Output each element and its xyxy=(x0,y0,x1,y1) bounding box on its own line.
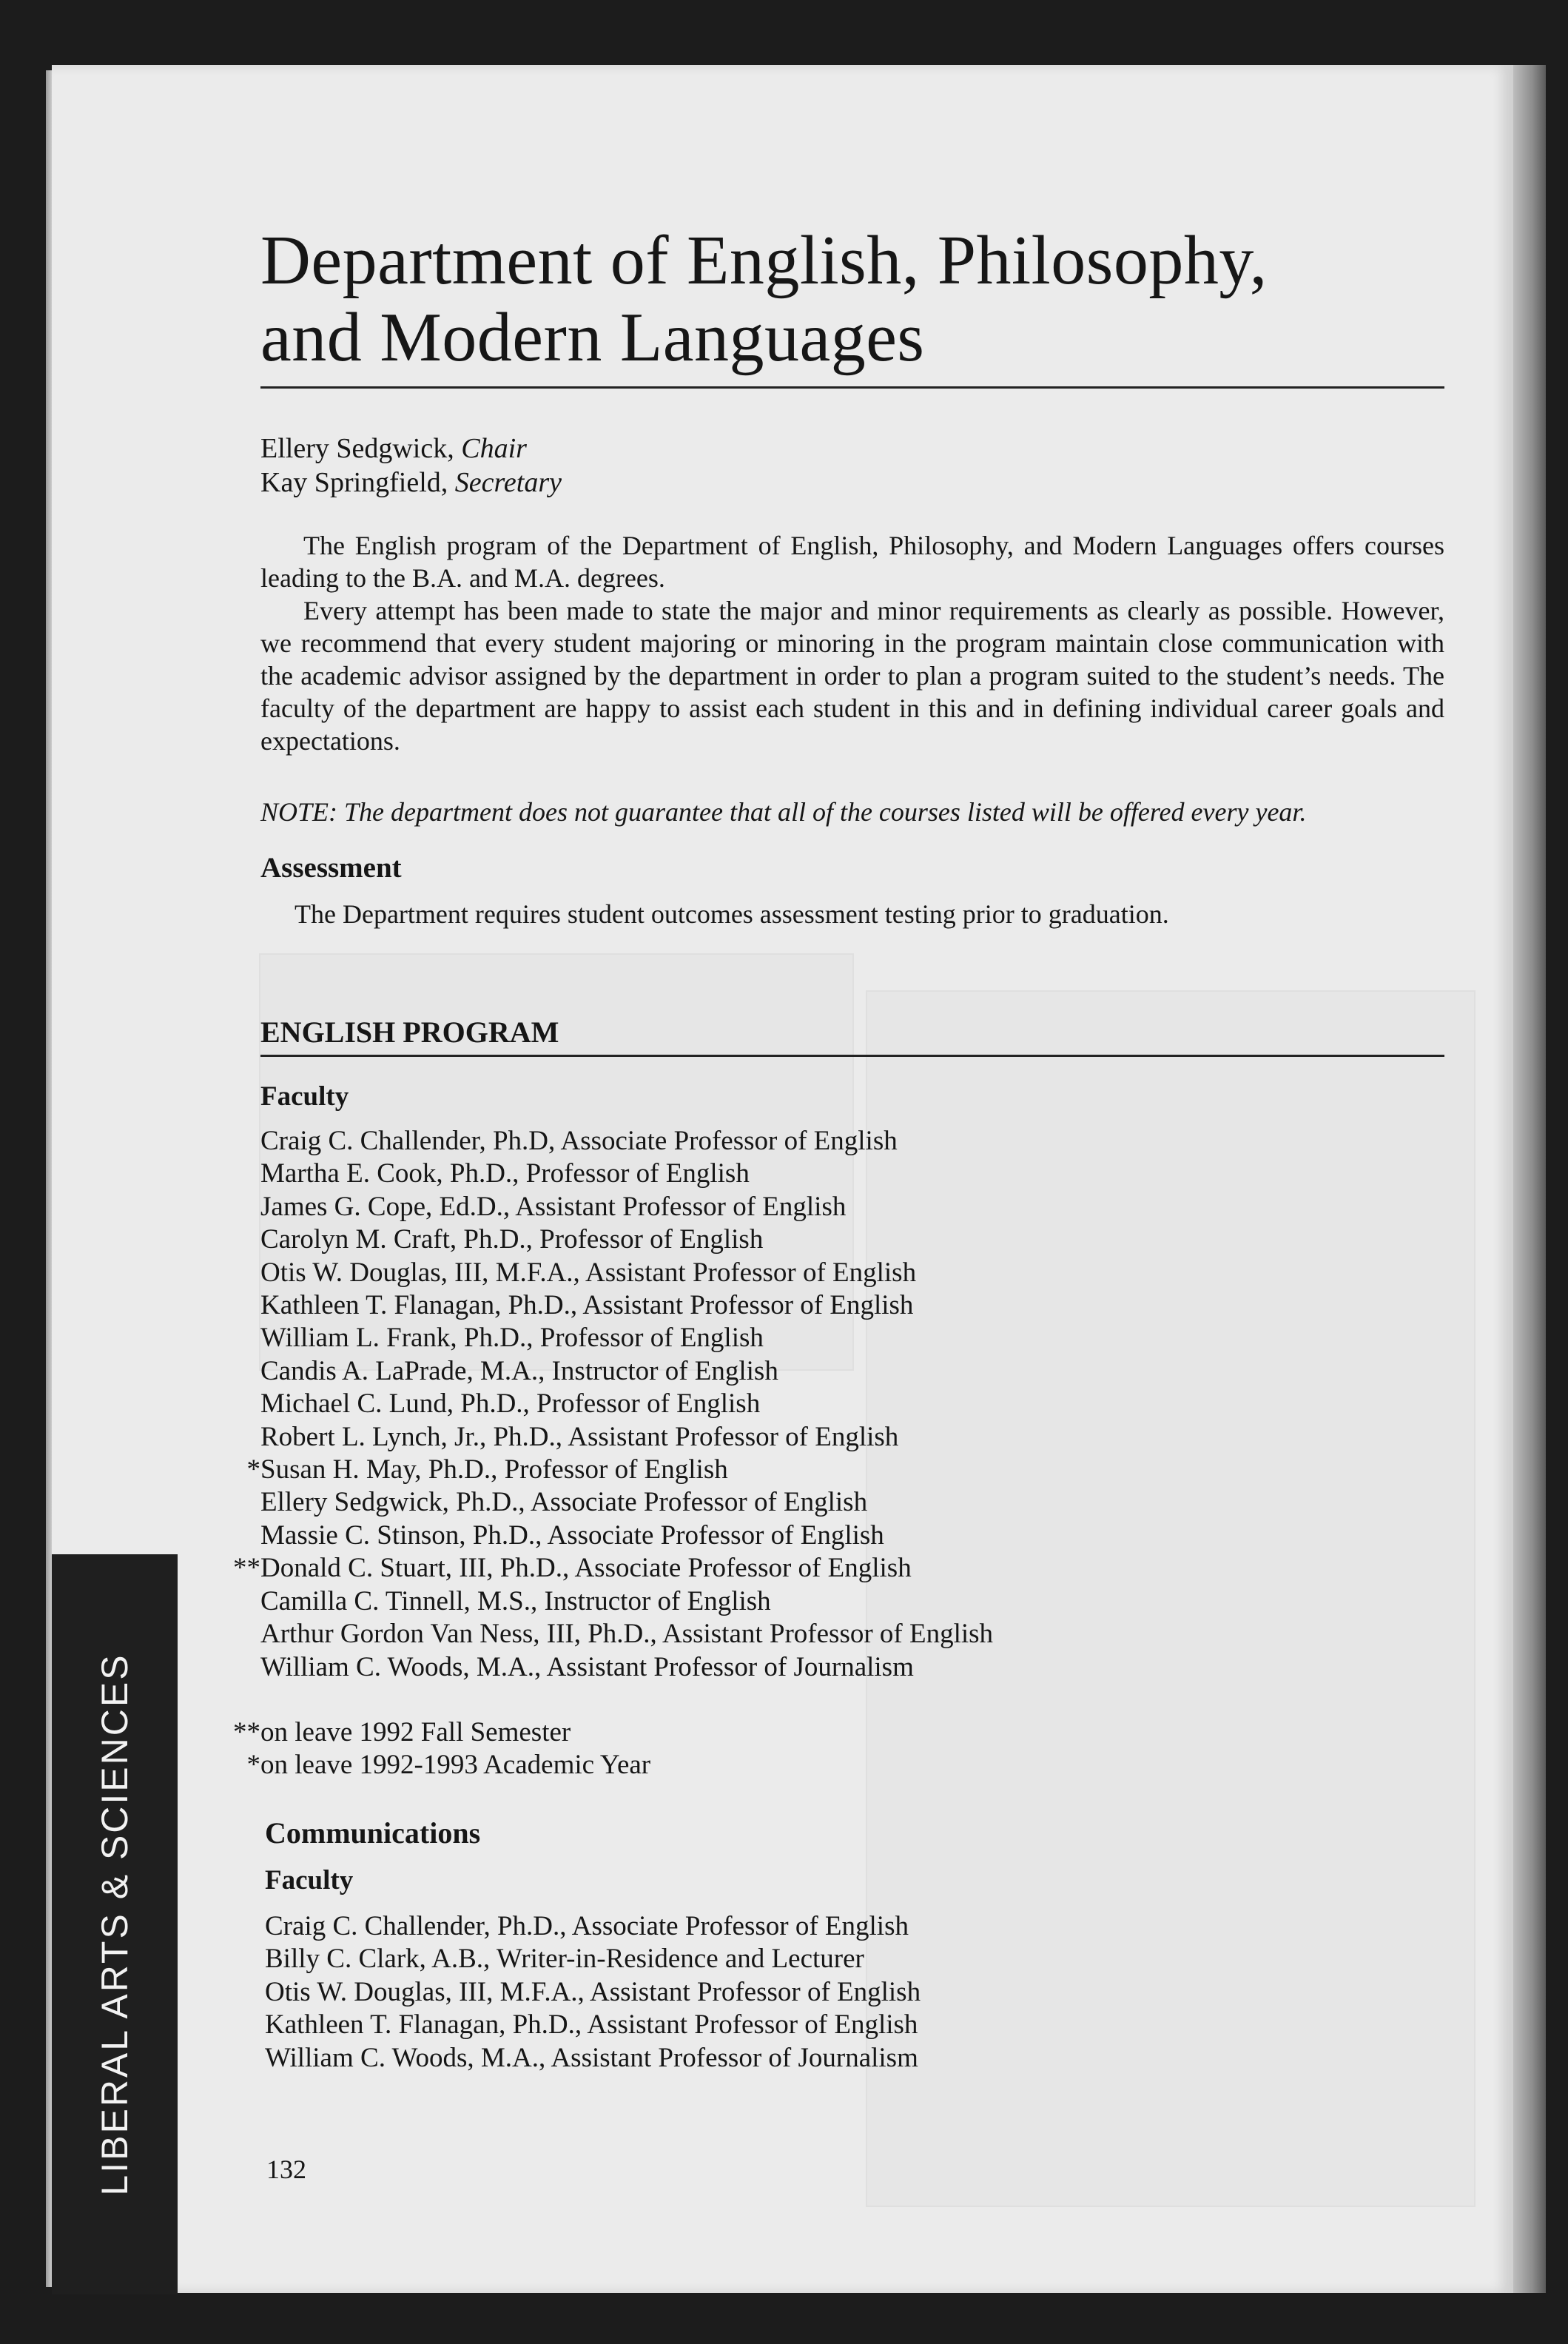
faculty-text: Carolyn M. Craft, Ph.D., Professor of English xyxy=(260,1224,764,1255)
faculty-member: Billy C. Clark, A.B., Writer-in-Residence and Lecturer xyxy=(265,1944,864,1975)
faculty-member: Otis W. Douglas, III, M.F.A., Assistant Professor of English xyxy=(265,1976,921,2007)
footnote xyxy=(233,1716,1444,1749)
faculty-text: Otis W. Douglas, III, M.F.A., Assistant Professor of English xyxy=(260,1257,917,1288)
faculty-text: William C. Woods, M.A., Assistant Professor of Journalism xyxy=(260,1651,914,1682)
faculty-text: James G. Cope, Ed.D., Assistant Professor of English xyxy=(260,1191,847,1222)
faculty-member xyxy=(260,1158,1444,1190)
offering-note: NOTE: The department does not guarantee that all of the courses listed will be offered every year. xyxy=(260,797,1307,827)
english-program-heading: ENGLISH PROGRAM xyxy=(260,1015,559,1049)
faculty-heading: Faculty xyxy=(260,1081,349,1112)
faculty-member xyxy=(260,1355,1444,1388)
faculty-member xyxy=(260,1223,1444,1256)
staff-name: Kay Springfield, xyxy=(260,467,455,498)
department-staff xyxy=(260,431,1444,500)
page-title xyxy=(260,222,1444,376)
faculty-text: Robert L. Lynch, Jr., Ph.D., Assistant Professor of English xyxy=(260,1421,899,1452)
title-line-1: Department of English, Philosophy, xyxy=(260,222,1268,299)
leave-marker: * xyxy=(246,1454,260,1485)
program-rule xyxy=(260,1055,1444,1057)
faculty-member xyxy=(246,1454,1444,1486)
staff-role: Secretary xyxy=(454,467,562,498)
faculty-text: Susan H. May, Ph.D., Professor of English xyxy=(260,1454,728,1485)
faculty-member xyxy=(260,1519,1444,1552)
faculty-text: Michael C. Lund, Ph.D., Professor of English xyxy=(260,1388,761,1420)
faculty-member xyxy=(260,1289,1444,1322)
faculty-text: William L. Frank, Ph.D., Professor of English xyxy=(260,1323,764,1354)
footnote-text: on leave 1992-1993 Academic Year xyxy=(260,1749,651,1780)
faculty-text: Candis A. LaPrade, M.A., Instructor of English xyxy=(260,1355,778,1386)
intro-paragraph: The English program of the Department of English, Philosophy, and Modern Languages offers courses leading to the B.A. and M.A. degrees. xyxy=(260,531,1444,593)
leave-marker: ** xyxy=(233,1553,260,1584)
footnote-text: on leave 1992 Fall Semester xyxy=(260,1716,571,1747)
staff-secretary xyxy=(260,466,1444,500)
faculty-member xyxy=(260,1125,1444,1158)
faculty-text: Donald C. Stuart, III, Ph.D., Associate Professor of English xyxy=(260,1553,912,1584)
staff-chair xyxy=(260,431,1444,466)
communications-faculty-heading: Faculty xyxy=(265,1864,354,1895)
communications-faculty-list xyxy=(260,1910,1444,2075)
faculty-member: Kathleen T. Flanagan, Ph.D., Assistant Professor of English xyxy=(265,2009,918,2041)
faculty-member xyxy=(233,1552,1444,1585)
footnote xyxy=(246,1749,1444,1781)
page-content xyxy=(233,222,1444,2075)
faculty-member xyxy=(260,1585,1444,1618)
leave-footnotes xyxy=(233,1716,1444,1781)
faculty-text: Arthur Gordon Van Ness, III, Ph.D., Assistant Professor of English xyxy=(260,1619,994,1650)
intro-text xyxy=(260,529,1444,757)
intro-paragraph: Every attempt has been made to state the major and minor requirements as clearly as possible. However, we recommend that every student majoring or minoring in the program maintain close communication with the academic advisor assigned by the department in order to plan a program suited to the student’s needs. The faculty of the department are happy to assist each student in this and in defining individual career goals and expectations. xyxy=(260,596,1444,756)
side-tab-label: LIBERAL ARTS & SCIENCES xyxy=(94,1653,135,2196)
english-faculty-list xyxy=(233,1125,1444,1684)
faculty-member xyxy=(260,1322,1444,1354)
footnote-marker: * xyxy=(246,1749,260,1780)
page-number: 132 xyxy=(266,2155,306,2184)
staff-name: Ellery Sedgwick, xyxy=(260,433,462,464)
communications-heading: Communications xyxy=(265,1816,481,1850)
faculty-member xyxy=(260,1388,1444,1420)
title-rule xyxy=(260,386,1444,389)
faculty-text: Martha E. Cook, Ph.D., Professor of English xyxy=(260,1158,750,1189)
footnote-marker: ** xyxy=(233,1716,260,1747)
faculty-member xyxy=(260,1651,1444,1684)
faculty-text: Ellery Sedgwick, Ph.D., Associate Professor of English xyxy=(260,1487,868,1518)
faculty-member xyxy=(260,1257,1444,1289)
faculty-text: Craig C. Challender, Ph.D, Associate Professor of English xyxy=(260,1126,898,1156)
assessment-heading: Assessment xyxy=(260,852,402,884)
faculty-text: Massie C. Stinson, Ph.D., Associate Professor of English xyxy=(260,1519,884,1551)
faculty-member xyxy=(260,1191,1444,1223)
faculty-member xyxy=(260,1486,1444,1519)
faculty-member xyxy=(260,1421,1444,1454)
assessment-text: The Department requires student outcomes assessment testing prior to graduation. xyxy=(295,899,1169,929)
faculty-text: Camilla C. Tinnell, M.S., Instructor of English xyxy=(260,1585,771,1616)
faculty-member: William C. Woods, M.A., Assistant Professor of Journalism xyxy=(265,2042,918,2073)
page-right-edge xyxy=(1513,65,1546,2293)
faculty-text: Kathleen T. Flanagan, Ph.D., Assistant Professor of English xyxy=(260,1290,914,1321)
faculty-member xyxy=(260,1618,1444,1650)
staff-role: Chair xyxy=(461,433,527,464)
title-line-2: and Modern Languages xyxy=(260,299,925,376)
faculty-member: Craig C. Challender, Ph.D., Associate Professor of English xyxy=(265,1910,909,1941)
